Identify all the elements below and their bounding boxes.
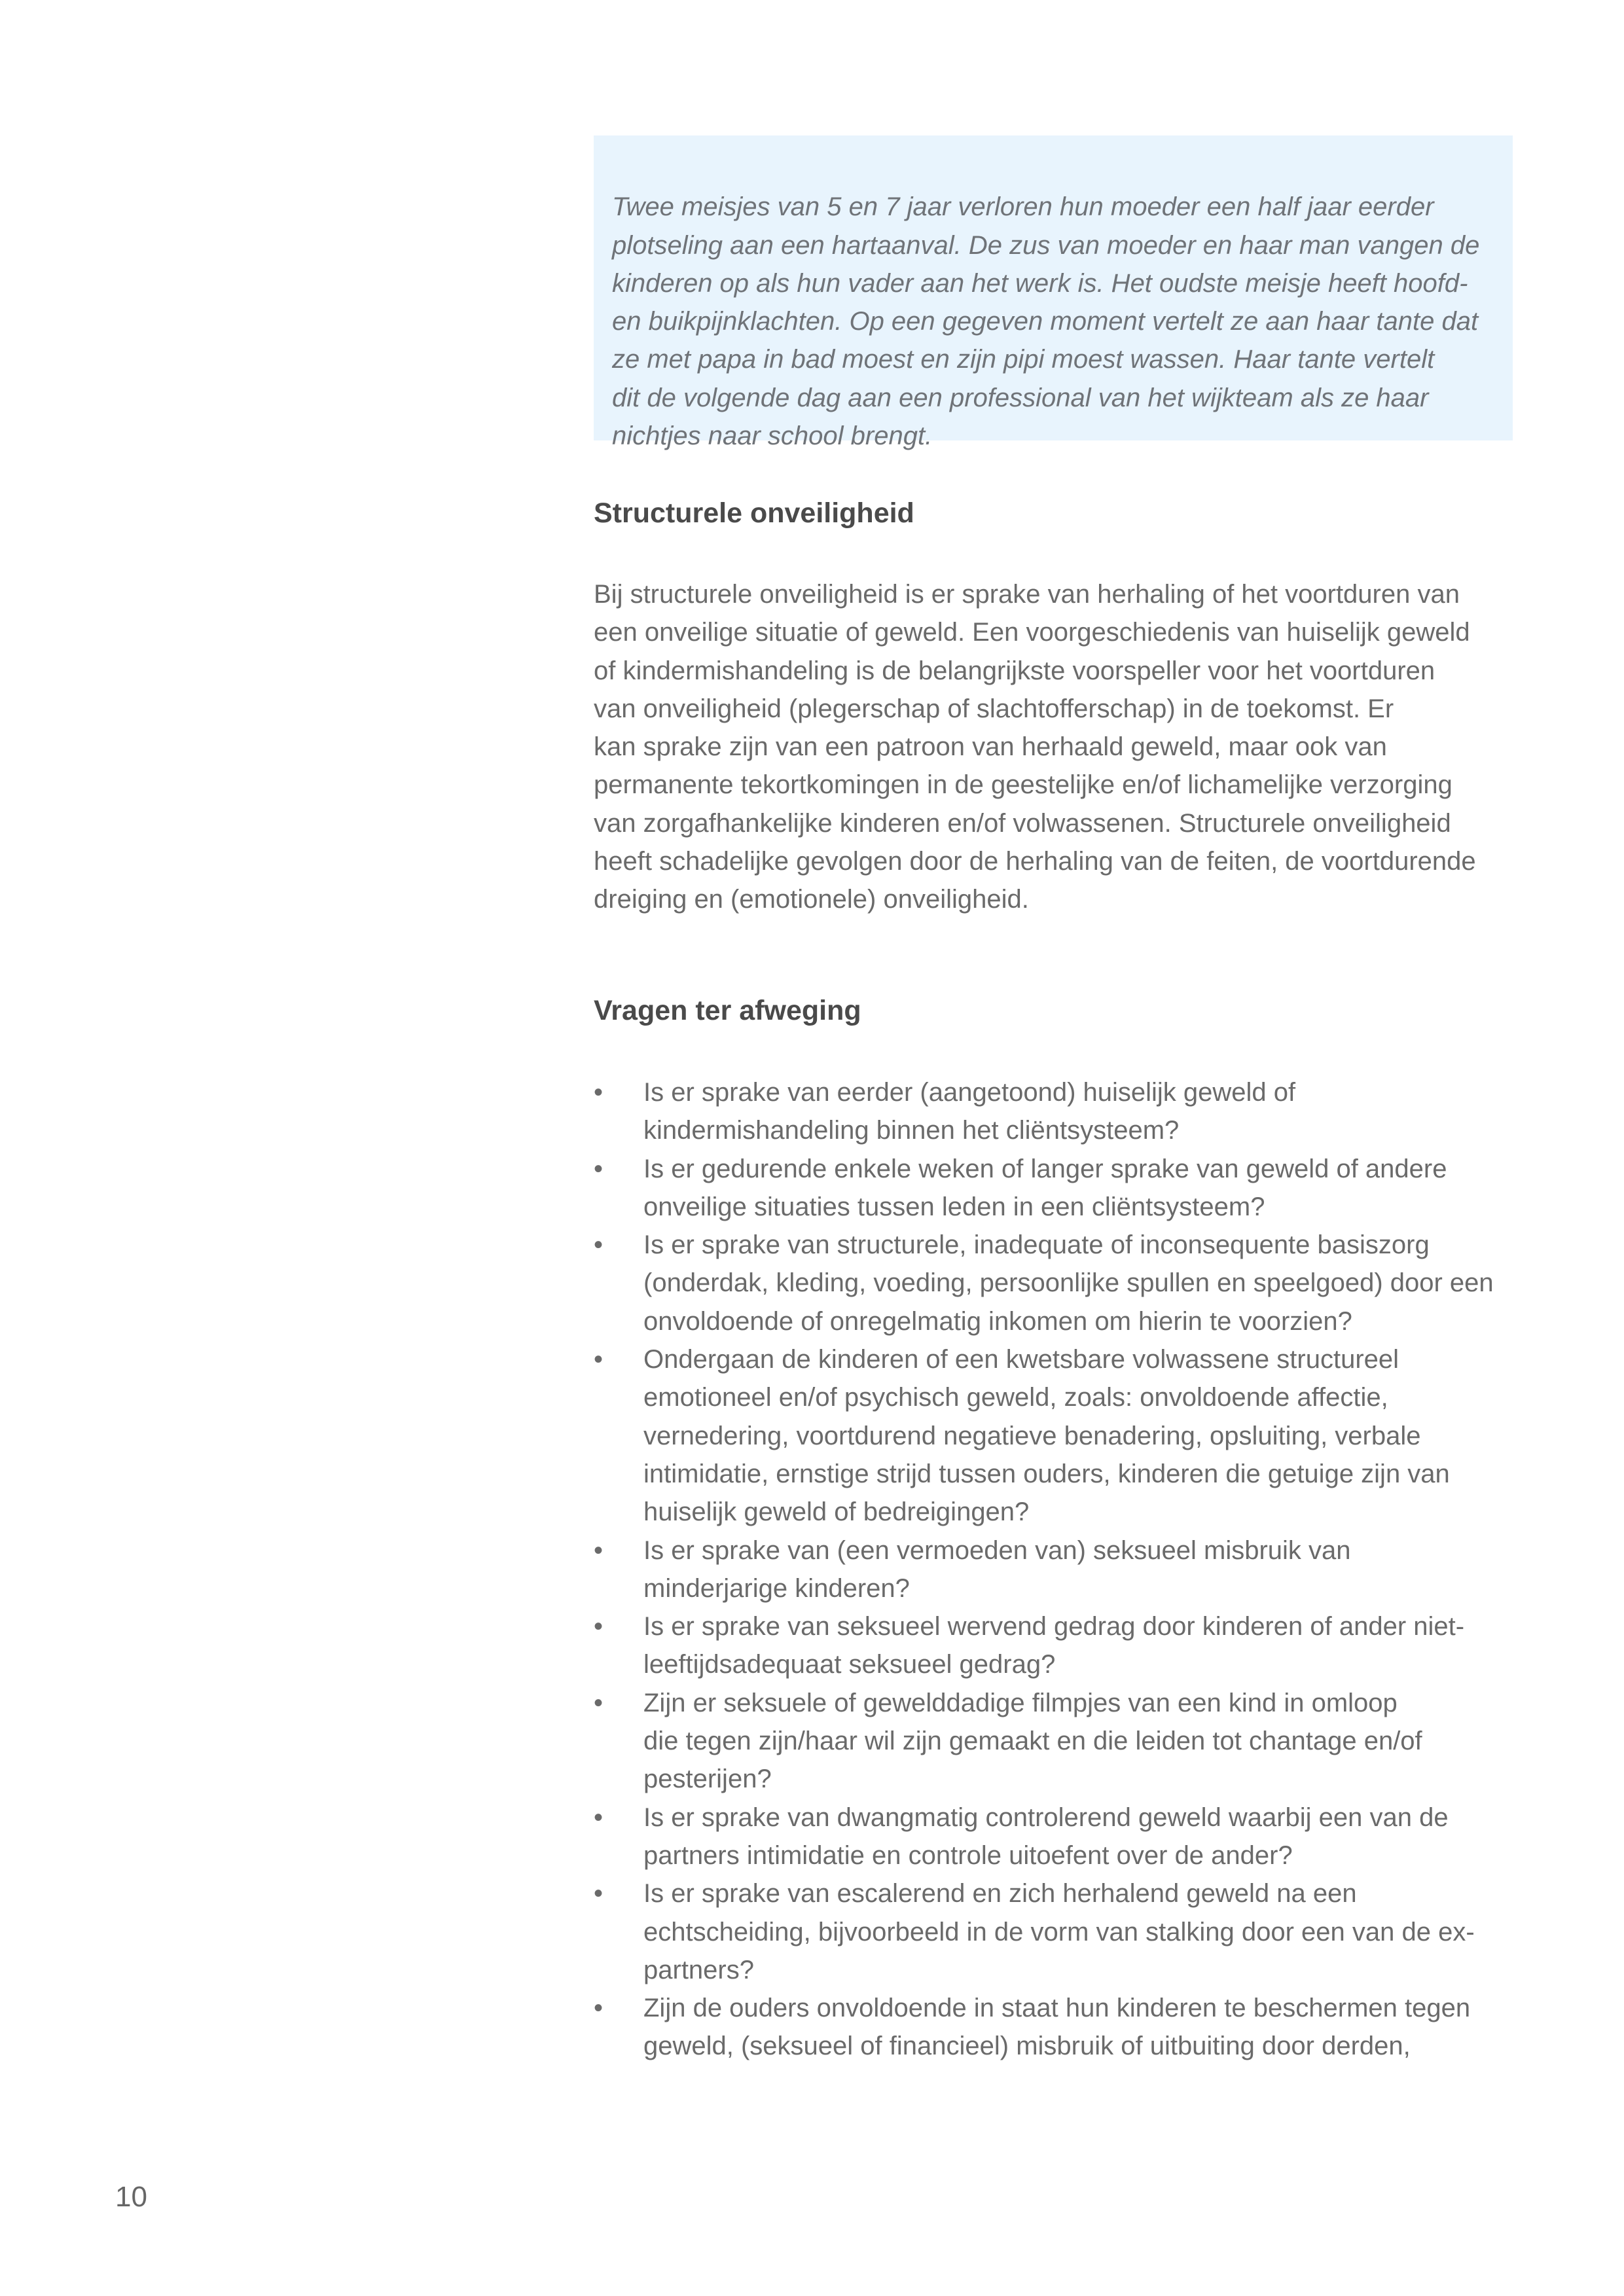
question-text: Is er sprake van escalerend en zich herhalend geweld na een echtscheiding, bijvoorbeeld in de vorm van stalking door een van de ex- partners? [643, 1879, 1475, 1984]
bullet-icon: • [594, 1803, 604, 1832]
question-item [594, 1532, 1523, 1608]
question-text: Is er sprake van eerder (aangetoond) huiselijk geweld of kindermishandeling binnen het cliëntsysteem? [643, 1078, 1296, 1145]
section-heading-questions: Vragen ter afweging [594, 995, 861, 1026]
bullet-icon: • [594, 1230, 604, 1260]
question-item [594, 1340, 1523, 1531]
question-item [594, 1684, 1523, 1799]
bullet-icon: • [594, 1078, 604, 1107]
bullet-icon: • [594, 1345, 604, 1374]
question-text: Is er sprake van (een vermoeden van) seksueel misbruik van minderjarige kinderen? [643, 1535, 1351, 1603]
bullet-icon: • [594, 1688, 604, 1717]
bullet-icon: • [594, 1535, 604, 1565]
question-text: Zijn de ouders onvoldoende in staat hun kinderen te beschermen tegen geweld, (seksueel of financieel) misbruik of uitbuiting door derden, [643, 1994, 1471, 2061]
question-item [594, 1073, 1523, 1150]
question-item [594, 1607, 1523, 1684]
question-item [594, 1989, 1523, 2066]
case-example-box [594, 135, 1513, 451]
question-text: Zijn er seksuele of gewelddadige filmpjes van een kind in omloop die tegen zijn/haar wil zijn gemaakt en die leiden tot chantage en/of pesterijen? [643, 1688, 1422, 1794]
question-text: Is er sprake van seksueel wervend gedrag door kinderen of ander niet- leeftijdsadequaat seksueel gedrag? [643, 1612, 1465, 1679]
question-text: Is er sprake van structurele, inadequate of inconsequente basiszorg (onderdak, kleding, voeding, persoonlijke spullen en speelgoed) door een onvoldoende of onregelmatig inkomen om hierin te voorzien? [643, 1230, 1494, 1336]
question-item [594, 1226, 1523, 1340]
case-example-text: Twee meisjes van 5 en 7 jaar verloren hun moeder een half jaar eerder plotseling aan een hartaanval. De zus van moeder en haar man vangen de kinderen op als hun vader aan het werk is. Het oudste meisje heeft hoofd- en buikpijnklachten. Op een gegeven moment vertelt ze aan haar tante dat ze met papa in bad moest en zijn pipi moest wassen. Haar tante vertelt dit de volgende dag aan een professional van het wijkteam als ze haar nichtjes naar school brengt. [612, 192, 1480, 451]
bullet-icon: • [594, 1879, 604, 1909]
structural-body-paragraph: Bij structurele onveiligheid is er sprake van herhaling of het voortduren van een onveilige situatie of geweld. Een voorgeschiedenis van huiselijk geweld of kindermishandeling is de belangrijkste voorspeller voor het voortduren van onveiligheid (plegerschap of slachtofferschap) in de toekomst. Er kan sprake zijn van een patroon van herhaald geweld, maar ook van permanente tekortkomingen in de geestelijke en/of lichamelijke verzorging van zorgafhankelijke kinderen en/of volwassenen. Structurele onveiligheid heeft schadelijke gevolgen door de herhaling van de feiten, de voortdurende dreiging en (emotionele) onveiligheid. [594, 580, 1476, 914]
question-text: Ondergaan de kinderen of een kwetsbare volwassene structureel emotioneel en/of psychisch geweld, zoals: onvoldoende affectie, vernedering, voortdurend negatieve benadering, opsluiting, verbale intimidatie, ernstige strijd tussen ouders, kinderen die getuige zijn van huiselijk geweld of bedreigingen? [643, 1345, 1450, 1527]
bullet-icon: • [594, 1612, 604, 1641]
question-text: Is er gedurende enkele weken of langer sprake van geweld of andere onveilige situaties tussen leden in een cliëntsysteem? [643, 1154, 1447, 1221]
question-item [594, 1150, 1523, 1227]
bullet-icon: • [594, 1994, 604, 2023]
section-heading-structural: Structurele onveiligheid [594, 497, 914, 529]
question-text: Is er sprake van dwangmatig controlerend geweld waarbij een van de partners intimidatie en controle uitoefent over de ander? [643, 1803, 1449, 1870]
page-number: 10 [115, 2181, 147, 2213]
question-item [594, 1874, 1523, 1989]
questions-list [594, 1073, 1523, 2066]
bullet-icon: • [594, 1154, 604, 1183]
question-item [594, 1799, 1523, 1875]
